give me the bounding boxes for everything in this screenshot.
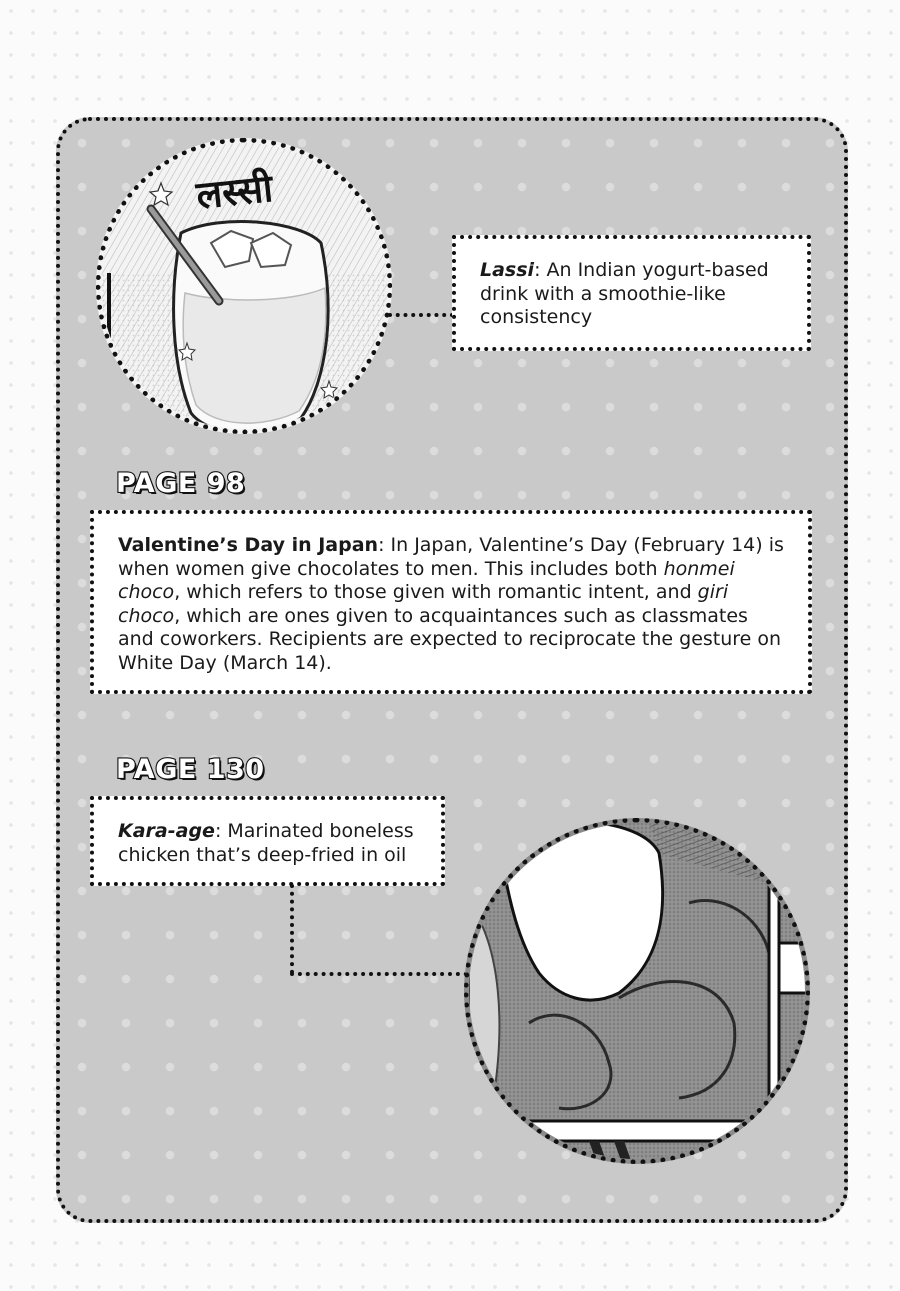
valentines-text-1: : In Japan, Valentine’s Day (February 14) is when women give chocolates to men. This includes both (118, 534, 784, 580)
karaage-connector-horizontal (290, 972, 468, 976)
lassi-drawing (101, 143, 392, 434)
valentines-note (90, 510, 812, 694)
valentines-term: Valentine’s Day in Japan (118, 534, 379, 556)
honmei-choco-term: honmei choco (118, 557, 735, 603)
lassi-sign-text: लस्सी (194, 165, 275, 218)
karaage-drawing (469, 823, 810, 1164)
karaage-connector-vertical (290, 884, 294, 974)
karaage-definition: : Marinated boneless chicken that’s deep-fried in oil (118, 820, 414, 866)
page-98-heading: PAGE 98 (116, 468, 246, 499)
valentines-text-3: , which are ones given to acquaintances such as classmates and coworkers. Recipients are expected to reciprocate the gesture on White Day (March 14). (118, 604, 782, 674)
karaage-illustration (464, 818, 810, 1164)
lassi-term: Lassi (480, 259, 535, 281)
karaage-term: Kara-age (118, 820, 215, 842)
lassi-illustration (96, 138, 392, 434)
lassi-connector (388, 313, 454, 317)
lassi-definition: : An Indian yogurt-based drink with a smoothie-like consistency (480, 259, 769, 328)
page-130-heading: PAGE 130 (116, 754, 265, 785)
lassi-note (452, 235, 811, 351)
valentines-text-2: , which refers to those given with romantic intent, and (174, 581, 698, 603)
karaage-note (90, 796, 445, 886)
giri-choco-term: giri choco (118, 581, 729, 627)
